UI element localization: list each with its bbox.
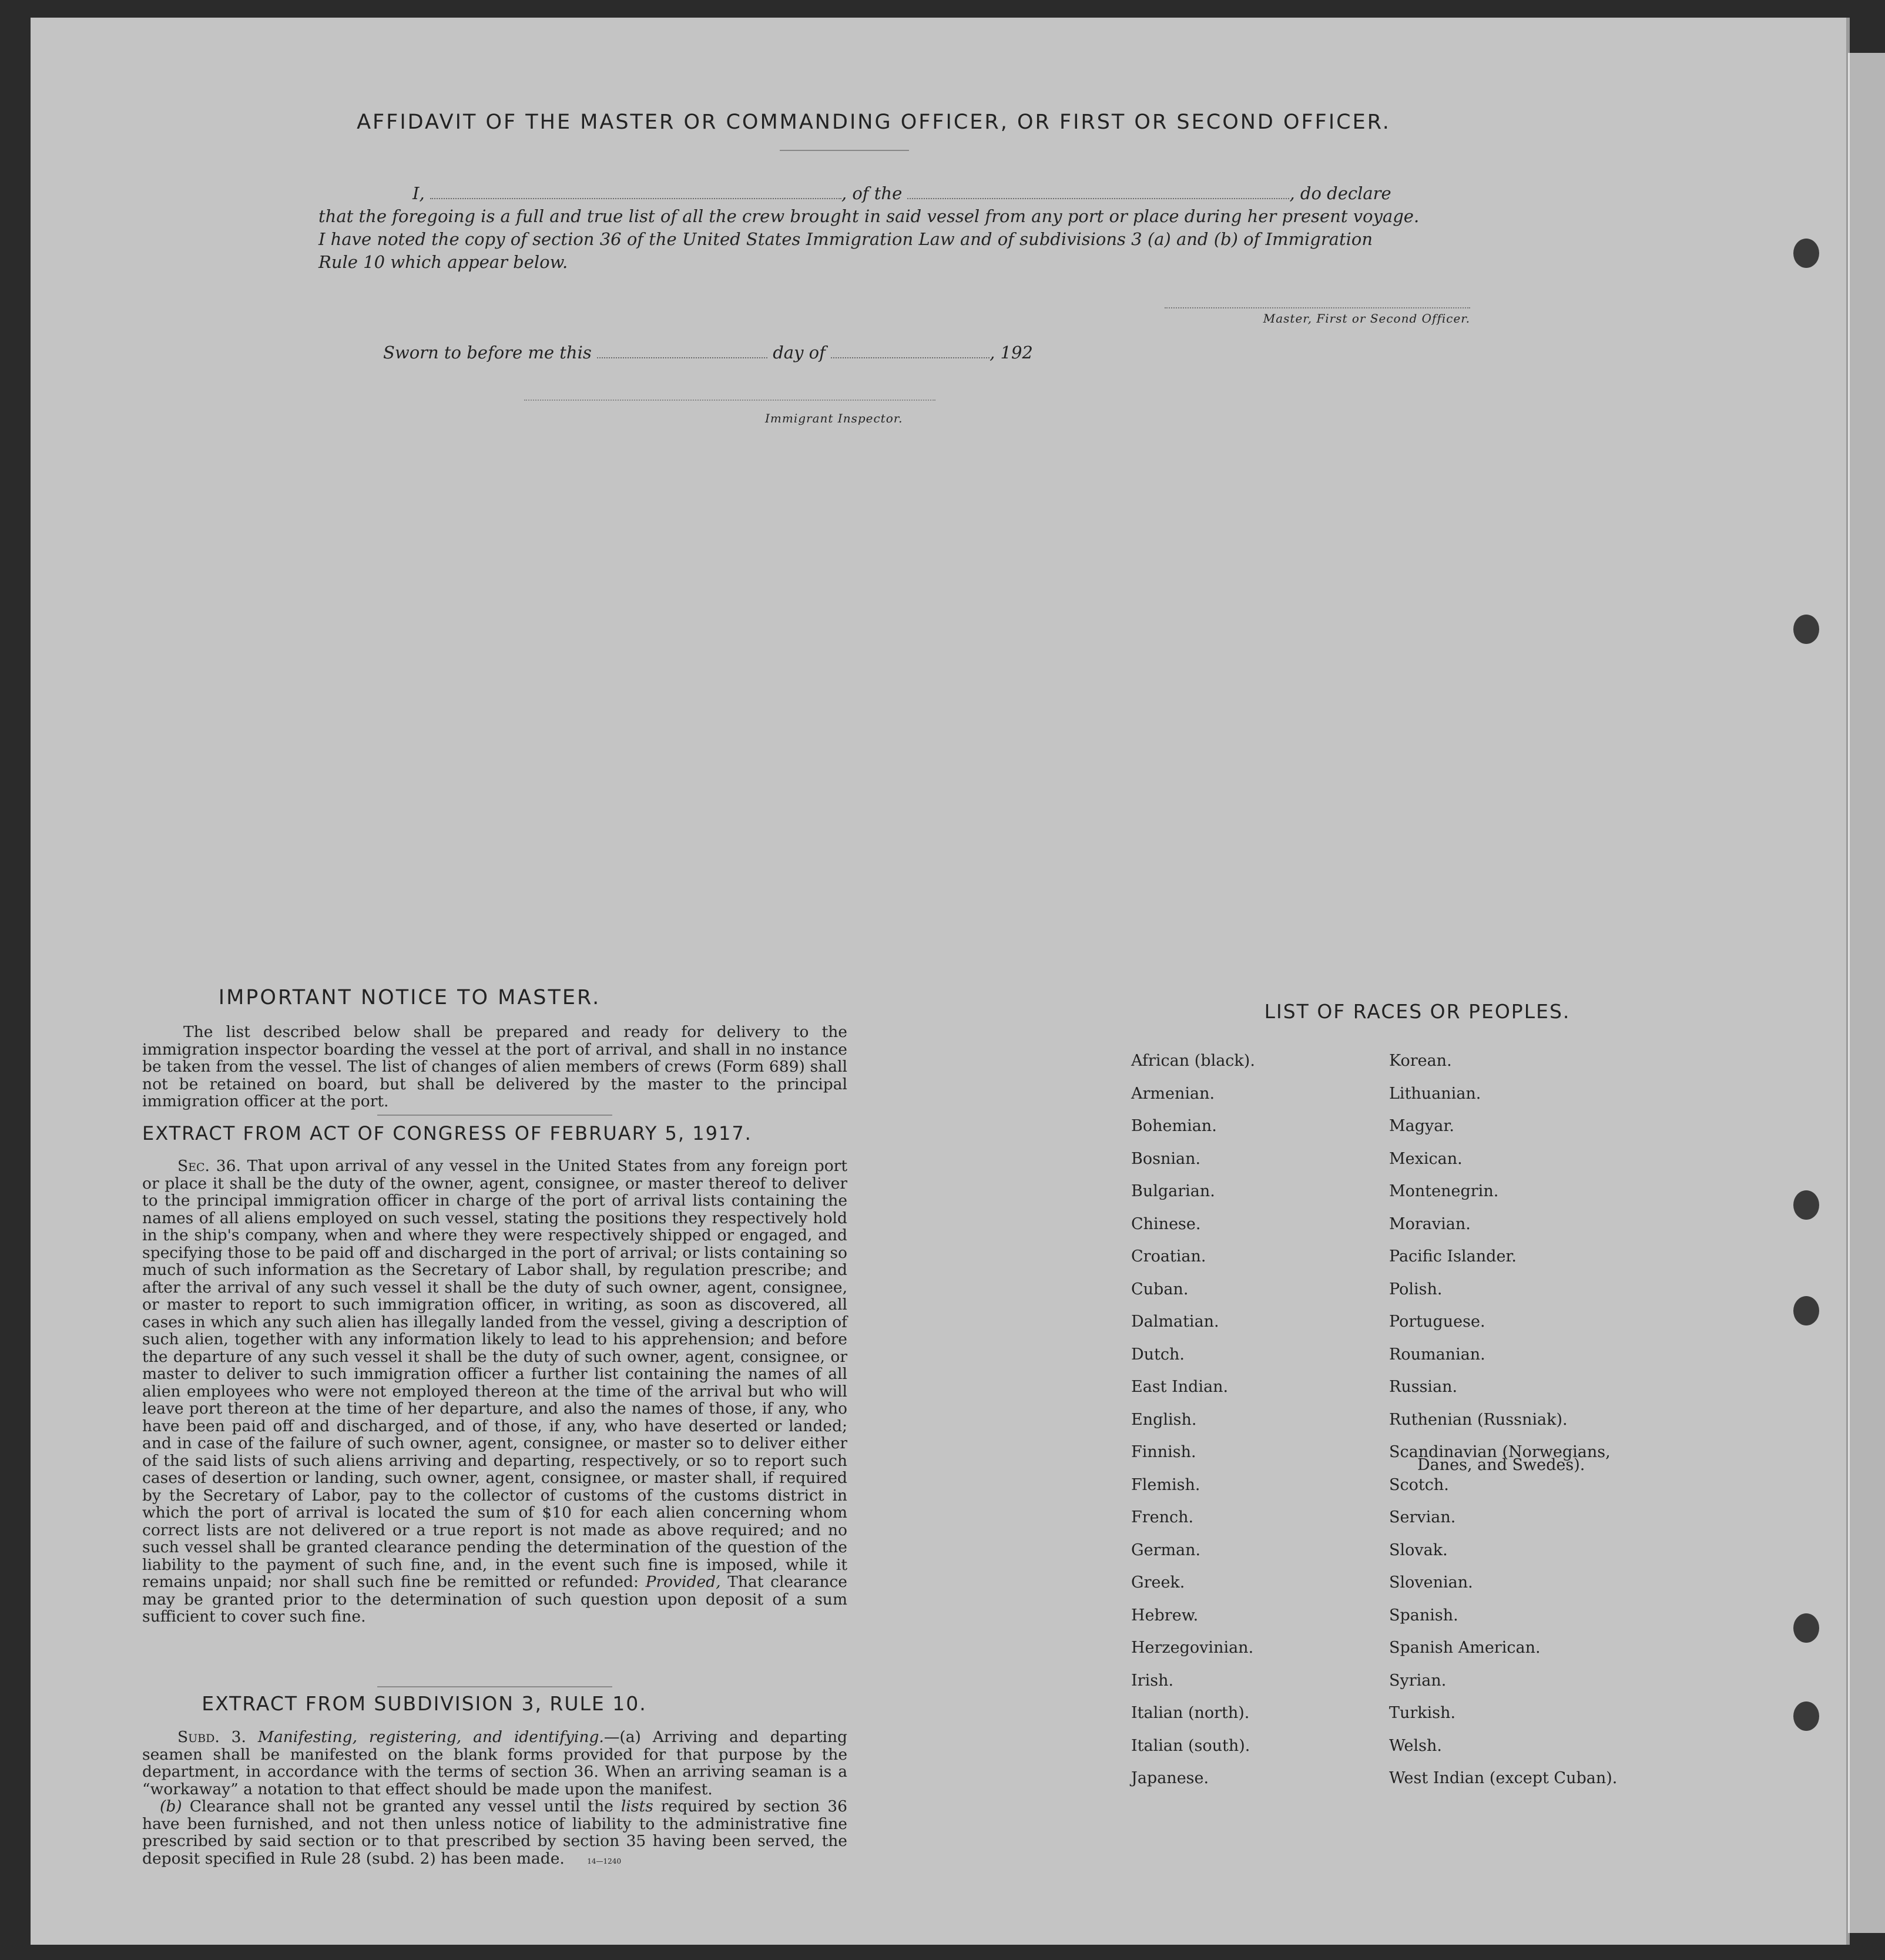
race-item: Dutch. xyxy=(1131,1345,1185,1364)
declarant-label: I, xyxy=(412,183,425,203)
divider xyxy=(377,1115,612,1116)
race-item: Flemish. xyxy=(1131,1475,1200,1494)
declaration-line: Rule 10 which appear below. xyxy=(318,252,568,272)
race-item: Herzegovinian. xyxy=(1131,1639,1254,1657)
act-text xyxy=(142,1157,847,1626)
race-item: Bohemian. xyxy=(1131,1117,1217,1135)
rule-text xyxy=(142,1729,847,1870)
notice-text xyxy=(142,1023,847,1110)
document-page xyxy=(31,18,1850,1945)
race-item: Dalmatian. xyxy=(1131,1313,1219,1331)
race-item: Slovenian. xyxy=(1389,1573,1473,1592)
race-item: Bulgarian. xyxy=(1131,1182,1215,1200)
act-title: EXTRACT FROM ACT OF CONGRESS OF FEBRUARY 5, 1917. xyxy=(142,1122,752,1145)
sworn-month-field[interactable] xyxy=(831,357,990,358)
sworn-day-field[interactable] xyxy=(597,357,767,358)
binder-hole xyxy=(1793,1190,1819,1220)
race-item: Italian (south). xyxy=(1131,1736,1250,1755)
race-item: Irish. xyxy=(1131,1671,1174,1690)
race-item: Italian (north). xyxy=(1131,1704,1250,1722)
declare-label: , do declare xyxy=(1289,183,1391,203)
race-item: Hebrew. xyxy=(1131,1606,1199,1625)
binder-hole xyxy=(1793,1296,1819,1325)
race-item: Greek. xyxy=(1131,1573,1185,1592)
binder-hole xyxy=(1793,615,1819,644)
race-item: Mexican. xyxy=(1389,1149,1463,1168)
race-item: Korean. xyxy=(1389,1052,1452,1070)
race-item: Polish. xyxy=(1389,1280,1443,1298)
divider xyxy=(377,1686,612,1687)
race-item: Servian. xyxy=(1389,1508,1456,1526)
race-item: Armenian. xyxy=(1131,1084,1215,1103)
race-item: Scandinavian (Norwegians, xyxy=(1389,1443,1611,1461)
race-item: Magyar. xyxy=(1389,1117,1454,1135)
page-edge xyxy=(1848,53,1885,1933)
race-item: Spanish American. xyxy=(1389,1639,1541,1657)
race-item: Finnish. xyxy=(1131,1443,1196,1461)
subdivision-title: Manifesting, registering, and identifying. xyxy=(257,1728,604,1746)
declaration-line: that the foregoing is a full and true list of all the crew brought in said vessel from any port or place during her present voyage. xyxy=(318,206,1420,226)
signature-label: Master, First or Second Officer. xyxy=(1263,311,1470,325)
lists-word: lists xyxy=(620,1797,653,1815)
race-item: English. xyxy=(1131,1410,1197,1429)
divider xyxy=(780,150,909,151)
race-item: German. xyxy=(1131,1541,1201,1559)
vessel-name-field[interactable] xyxy=(907,198,1289,199)
binder-hole xyxy=(1793,1613,1819,1643)
race-item: Moravian. xyxy=(1389,1214,1471,1233)
binder-hole xyxy=(1793,239,1819,268)
race-item: Bosnian. xyxy=(1131,1149,1201,1168)
race-item: Welsh. xyxy=(1389,1736,1442,1755)
provided-word: Provided, xyxy=(645,1573,721,1591)
race-item: Ruthenian (Russniak). xyxy=(1389,1410,1568,1429)
sworn-label: Sworn to before me this xyxy=(383,343,592,363)
race-item: Japanese. xyxy=(1131,1769,1209,1787)
race-item: Danes, and Swedes). xyxy=(1417,1456,1585,1474)
affidavit-declaration xyxy=(318,182,1470,274)
race-item: Turkish. xyxy=(1389,1704,1456,1722)
race-item: Croatian. xyxy=(1131,1247,1206,1266)
races-title: LIST OF RACES OR PEOPLES. xyxy=(1264,1000,1571,1023)
race-item: Lithuanian. xyxy=(1389,1084,1481,1103)
day-of-label: day of xyxy=(773,343,826,363)
rule-text-a: —(a) Arriving and departing seamen shall be manifested on the blank forms provided for that purpose by the department, in accordance with the terms of section 36. When an arriving seaman is a “workaway” a notation to that effect should be made upon the manifest. xyxy=(142,1728,847,1798)
binder-hole xyxy=(1793,1701,1819,1731)
rule-text-b1: Clearance shall not be granted any vessel until the xyxy=(189,1797,613,1815)
race-item: Chinese. xyxy=(1131,1214,1201,1233)
race-item: Scotch. xyxy=(1389,1475,1449,1494)
signature-line[interactable] xyxy=(1165,307,1470,308)
form-number: 14—1240 xyxy=(587,1857,622,1865)
vessel-label: , of the xyxy=(841,183,903,203)
subdivision-label: Subd. 3. xyxy=(177,1728,246,1746)
race-item: Cuban. xyxy=(1131,1280,1189,1298)
race-item: Portuguese. xyxy=(1389,1313,1485,1331)
race-item: Slovak. xyxy=(1389,1541,1448,1559)
section-text: That upon arrival of any vessel in the United States from any foreign port or place it shall be the duty of the owner, agent, consignee, or master thereof to deliver to the principal immigration officer in charge of the port of arrival lists containing the names of all aliens employed on such vessel, stating the positions they respectively hold in the ship's company, when and where they were respectively shipped or engaged, and specifying those to be paid off and discharged in the port of arrival; or lists containing so much of such information as the Secretary of Labor shall, by regulation prescribe; and after the arrival of any such vessel it shall be the duty of such owner, agent, consignee, or master to report to such immigration officer, in writing, as soon as discovered, all cases in which any such alien has illegally landed from the vessel, giving a description of such alien, together with any information likely to lead to his apprehension; and before the departure of any such vessel it shall be the duty of such owner, agent, consignee, or master to deliver to such immigration officer a further list containing the names of all alien employees who were not employed thereon at the time of the arrival but who will leave port thereon at the time of her departure, and also the names of those, if any, who have been paid off and discharged, and of those, if any, who have deserted or landed; and in case of the failure of such owner, agent, consignee, or master so to deliver either of the said lists of such aliens arriving and departing, respectively, or so to report such cases of desertion or landing, such owner, agent, consignee, or master shall, if required by the Secretary of Labor, pay to the collector of customs of the customs district in which the port of arrival is located the sum of $10 for each alien concerning whom correct lists are not delivered or a true report is not made as above required; and no such vessel shall be granted clearance pending the determination of the question of the liability to the payment of such fine, and, in the event such fine is imposed, while it remains unpaid; nor shall such fine be remitted or refunded: xyxy=(142,1157,847,1591)
race-item: Roumanian. xyxy=(1389,1345,1485,1364)
race-item: Syrian. xyxy=(1389,1671,1447,1690)
declarant-name-field[interactable] xyxy=(430,198,841,199)
race-item: African (black). xyxy=(1131,1052,1255,1070)
inspector-label: Immigrant Inspector. xyxy=(765,411,903,425)
declaration-line: I have noted the copy of section 36 of the United States Immigration Law and of subdivisions 3 (a) and (b) of Immigration xyxy=(318,229,1373,249)
race-item: Spanish. xyxy=(1389,1606,1458,1625)
section-label: Sec. 36. xyxy=(177,1157,241,1175)
race-item: West Indian (except Cuban). xyxy=(1389,1769,1618,1787)
race-item: East Indian. xyxy=(1131,1378,1229,1396)
rule-text-b2: required by section 36 have been furnished, and not then unless notice of liability to the administrative fine prescribed by said section or to that prescribed by section 35 having been served, the deposit specified in Rule 28 (subd. 2) has been made. xyxy=(142,1797,847,1868)
section-text-end: That clearance may be granted prior to the determination of such question upon deposit of a sum sufficient to cover such fine. xyxy=(142,1573,847,1626)
race-item: Pacific Islander. xyxy=(1389,1247,1517,1266)
race-item: French. xyxy=(1131,1508,1194,1526)
race-item: Montenegrin. xyxy=(1389,1182,1499,1200)
year-label: , 192 xyxy=(990,343,1033,363)
rule-title: EXTRACT FROM SUBDIVISION 3, RULE 10. xyxy=(202,1692,647,1715)
affidavit-title: AFFIDAVIT OF THE MASTER OR COMMANDING OFFICER, OR FIRST OR SECOND OFFICER. xyxy=(357,110,1391,134)
notice-title: IMPORTANT NOTICE TO MASTER. xyxy=(218,986,601,1009)
inspector-signature-line[interactable] xyxy=(524,400,935,401)
notice-paragraph: The list described below shall be prepared and ready for delivery to the immigration inspector boarding the vessel at the port of arrival, and shall in no instance be taken from the vessel. The list of changes of alien members of crews (Form 689) shall not be retained on board, but shall be delivered by the master to the principal immigration officer at the port. xyxy=(142,1023,847,1110)
race-item: Russian. xyxy=(1389,1378,1458,1396)
subsection-b-label: (b) xyxy=(160,1797,182,1815)
sworn-line xyxy=(383,343,1033,363)
